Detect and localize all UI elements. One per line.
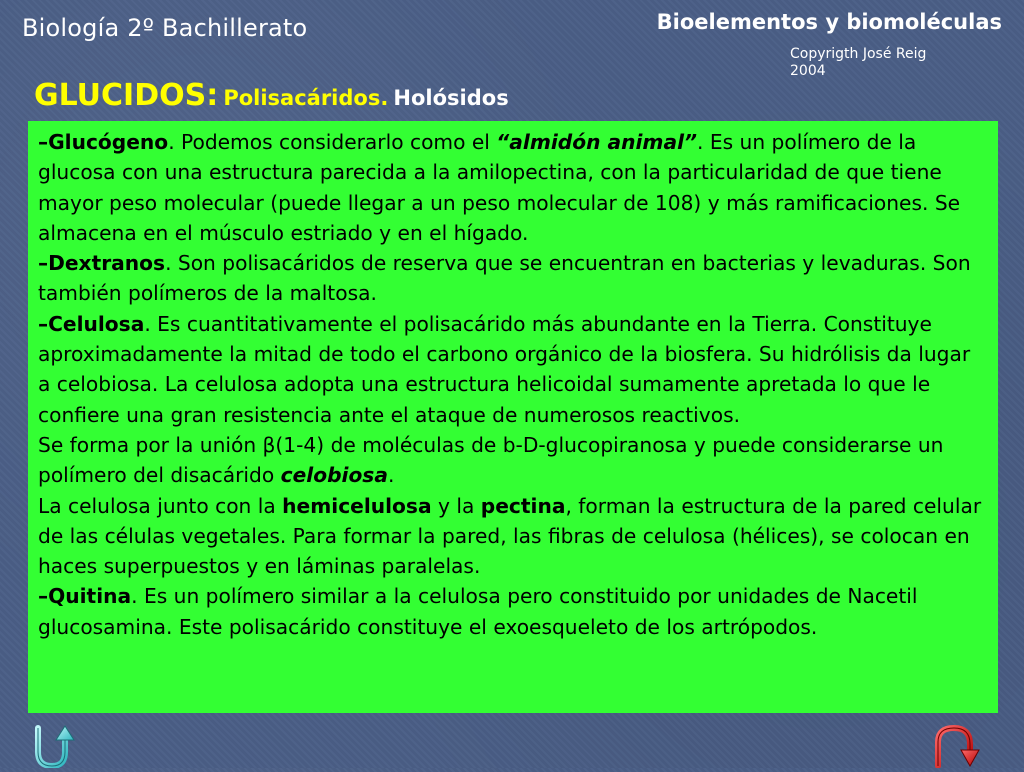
term-dextranos: –Dextranos (38, 251, 166, 276)
paragraph-pared-celular (38, 491, 988, 582)
term-pectina: pectina (480, 493, 566, 518)
back-button[interactable] (32, 722, 88, 768)
content-box (28, 121, 998, 713)
text: La celulosa junto con la (38, 493, 283, 518)
term-hemicelulosa: hemicelulosa (282, 493, 432, 518)
paragraph-celulosa (38, 309, 988, 430)
copyright-notice (790, 46, 980, 80)
u-turn-back-arrow-icon (32, 722, 88, 768)
paragraph-dextranos (38, 248, 988, 309)
text: . Es un polímero similar a la celulosa pero constituido por unidades de Nacetil glucosamina. Este polisacárido constituye el exoesqueleto de los artrópodos. (38, 584, 918, 639)
slide-title-subtitle-2: Holósidos (393, 86, 509, 110)
term-quitina: –Quitina (38, 584, 132, 609)
text: Se forma por la unión β(1-4) de moléculas de b-D-glucopiranosa y puede considerarse un polímero del disacárido (38, 432, 944, 488)
course-title: Biología 2º Bachillerato (22, 14, 308, 42)
quote-almidon-animal: “almidón animal” (496, 130, 698, 154)
text: y la (431, 493, 481, 518)
term-celulosa: –Celulosa (38, 311, 145, 336)
paragraph-glucogeno (38, 127, 988, 248)
text: . Son polisacáridos de reserva que se encuentran en bacterias y levaduras. Son también polímeros de la maltosa. (38, 251, 971, 306)
topic-title: Bioelementos y biomoléculas (656, 10, 1002, 34)
text: , forman la estructura de la pared celular de las células vegetales. Para formar la pared, las fibras de celulosa (hélices), se colocan en haces superpuestos y en láminas paralelas. (38, 493, 982, 579)
paragraph-quitina (38, 581, 988, 642)
text: . Es un polímero de la glucosa con una estructura parecida a la amilopectina, con la particularidad de que tiene mayor peso molecular (puede llegar a un peso molecular de 108) y más ramificaciones. Se almacena en el músculo estriado y en el hígado. (38, 130, 961, 245)
next-button[interactable] (930, 722, 986, 768)
slide-title-main: GLUCIDOS: (34, 78, 219, 113)
paragraph-celulosa-union (38, 430, 988, 491)
copyright-line-1: Copyrigth José Reig (790, 46, 927, 62)
slide-title-subtitle: Polisacáridos. (223, 86, 389, 110)
term-glucogeno: –Glucógeno (38, 130, 169, 154)
copyright-line-2: 2004 (790, 63, 826, 79)
text: . (387, 463, 395, 488)
text: . Es cuantitativamente el polisacárido más abundante en la Tierra. Constituye aproximadamente la mitad de todo el carbono orgánico de la biosfera. Su hidrólisis da lugar a celobiosa. La celulosa adopta una estructura helicoidal sumamente apretada lo que le confiere una gran resistencia ante el ataque de numerosos reactivos. (38, 311, 971, 427)
text: . Podemos considerarlo como el (168, 130, 497, 154)
slide-title (34, 78, 509, 113)
curved-forward-arrow-icon (930, 722, 986, 768)
term-celobiosa: celobiosa (280, 463, 388, 488)
